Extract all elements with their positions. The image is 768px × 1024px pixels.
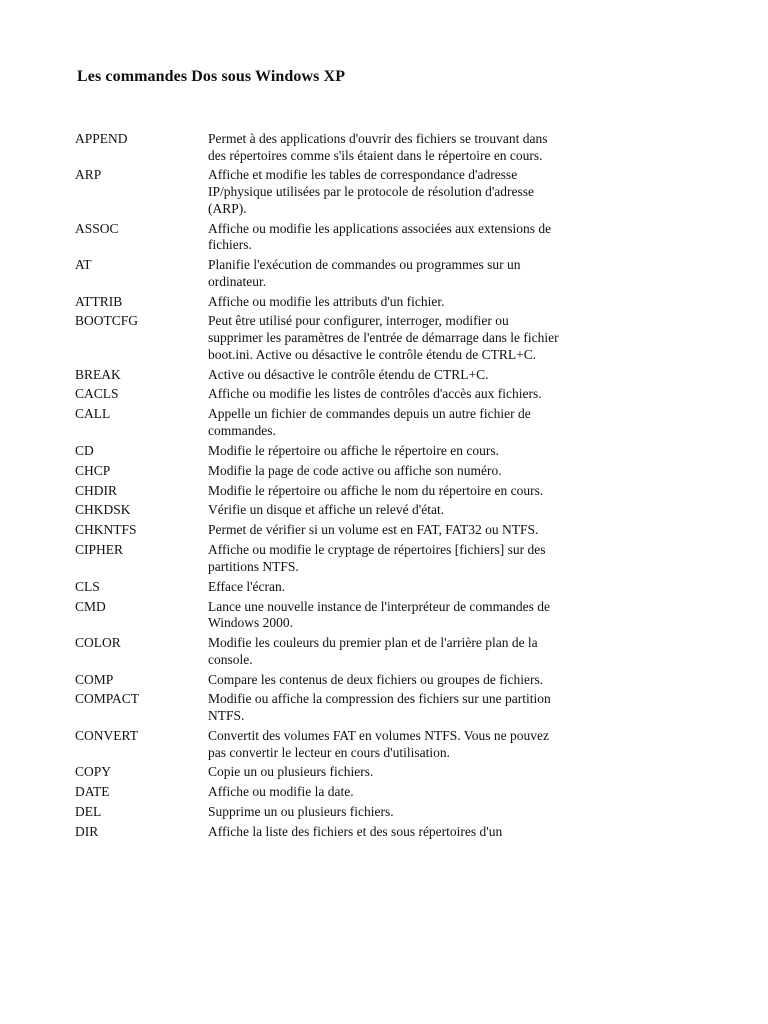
page-title: Les commandes Dos sous Windows XP: [77, 68, 346, 85]
command-row: [75, 167, 575, 217]
command-row: [75, 131, 575, 164]
command-description: Modifie les couleurs du premier plan et de l'arrière plan de la console.: [208, 635, 538, 667]
command-name: DEL: [75, 804, 102, 820]
command-description: Convertit des volumes FAT en volumes NTFS. Vous ne pouvez pas convertir le lecteur en cours d'utilisation.: [208, 727, 549, 760]
command-name: CALL: [75, 406, 111, 422]
command-row: [75, 764, 575, 781]
command-name: COMP: [75, 671, 114, 687]
command-description: Active ou désactive le contrôle étendu de CTRL+C.: [208, 366, 489, 382]
command-row: [75, 257, 575, 290]
command-row: [75, 313, 575, 363]
command-description: Affiche la liste des fichiers et des sous répertoires d'un: [208, 824, 503, 840]
command-row: [75, 463, 575, 480]
command-name: BOOTCFG: [75, 313, 139, 329]
command-name: BREAK: [75, 366, 121, 382]
command-description: Supprime un ou plusieurs fichiers.: [208, 804, 394, 820]
command-name: CMD: [75, 598, 106, 614]
command-row: [75, 804, 575, 821]
command-row: [75, 221, 575, 254]
command-row: [75, 784, 575, 801]
command-name: CLS: [75, 578, 100, 594]
command-description: Modifie le répertoire ou affiche le répertoire en cours.: [208, 442, 499, 458]
command-row: [75, 502, 575, 519]
command-name: CD: [75, 442, 94, 458]
command-row: [75, 294, 575, 311]
command-description: Modifie le répertoire ou affiche le nom du répertoire en cours.: [208, 482, 544, 498]
command-row: [75, 635, 575, 668]
command-row: [75, 599, 575, 632]
command-description: Efface l'écran.: [208, 578, 286, 594]
command-name: CACLS: [75, 386, 119, 402]
command-description: Peut être utilisé pour configurer, interroger, modifier ou supprimer les paramètres de l'entrée de démarrage dans le fichier boot.ini. Active ou désactive le contrôle étendu de CTRL+C.: [208, 313, 559, 362]
command-row: [75, 406, 575, 439]
command-row: [75, 542, 575, 575]
command-description: Modifie la page de code active ou affiche son numéro.: [208, 462, 502, 478]
command-description: Planifie l'exécution de commandes ou programmes sur un ordinateur.: [208, 257, 521, 289]
command-name: AT: [75, 257, 92, 273]
command-description: Vérifie un disque et affiche un relevé d'état.: [208, 502, 445, 518]
command-name: CHKNTFS: [75, 522, 137, 538]
command-name: CHKDSK: [75, 502, 131, 518]
command-description: Compare les contenus de deux fichiers ou groupes de fichiers.: [208, 671, 544, 687]
command-row: [75, 824, 575, 841]
command-description: Affiche ou modifie les attributs d'un fichier.: [208, 293, 445, 309]
command-name: DATE: [75, 784, 110, 800]
command-description: Modifie ou affiche la compression des fichiers sur une partition NTFS.: [208, 691, 551, 724]
command-name: COMPACT: [75, 691, 140, 707]
command-row: [75, 579, 575, 596]
command-row: [75, 691, 575, 724]
command-description: Affiche ou modifie les applications associées aux extensions de fichiers.: [208, 220, 552, 253]
command-name: CONVERT: [75, 727, 138, 743]
command-name: CHDIR: [75, 482, 118, 498]
command-name: COPY: [75, 764, 112, 780]
command-name: ASSOC: [75, 220, 119, 236]
command-list: [75, 131, 575, 844]
command-name: ATTRIB: [75, 293, 123, 309]
command-row: [75, 522, 575, 539]
command-row: [75, 672, 575, 689]
command-description: Affiche ou modifie la date.: [208, 784, 354, 800]
command-description: Permet à des applications d'ouvrir des fichiers se trouvant dans des répertoires comme s'ils étaient dans le répertoire en cours.: [208, 131, 548, 163]
command-name: CHCP: [75, 462, 111, 478]
command-description: Affiche ou modifie le cryptage de répertoires [fichiers] sur des partitions NTFS.: [208, 542, 546, 574]
command-row: [75, 483, 575, 500]
command-row: [75, 728, 575, 761]
command-name: CIPHER: [75, 542, 124, 558]
command-row: [75, 443, 575, 460]
command-name: ARP: [75, 167, 102, 183]
command-name: COLOR: [75, 635, 121, 651]
command-description: Permet de vérifier si un volume est en FAT, FAT32 ou NTFS.: [208, 522, 539, 538]
command-row: [75, 386, 575, 403]
command-description: Appelle un fichier de commandes depuis un autre fichier de commandes.: [208, 406, 531, 438]
command-description: Affiche et modifie les tables de correspondance d'adresse IP/physique utilisées par le protocole de résolution d'adresse (ARP).: [208, 167, 534, 216]
command-name: DIR: [75, 824, 99, 840]
command-description: Lance une nouvelle instance de l'interpréteur de commandes de Windows 2000.: [208, 598, 551, 631]
command-description: Affiche ou modifie les listes de contrôles d'accès aux fichiers.: [208, 386, 542, 402]
command-row: [75, 367, 575, 384]
command-name: APPEND: [75, 131, 128, 146]
command-description: Copie un ou plusieurs fichiers.: [208, 764, 374, 780]
